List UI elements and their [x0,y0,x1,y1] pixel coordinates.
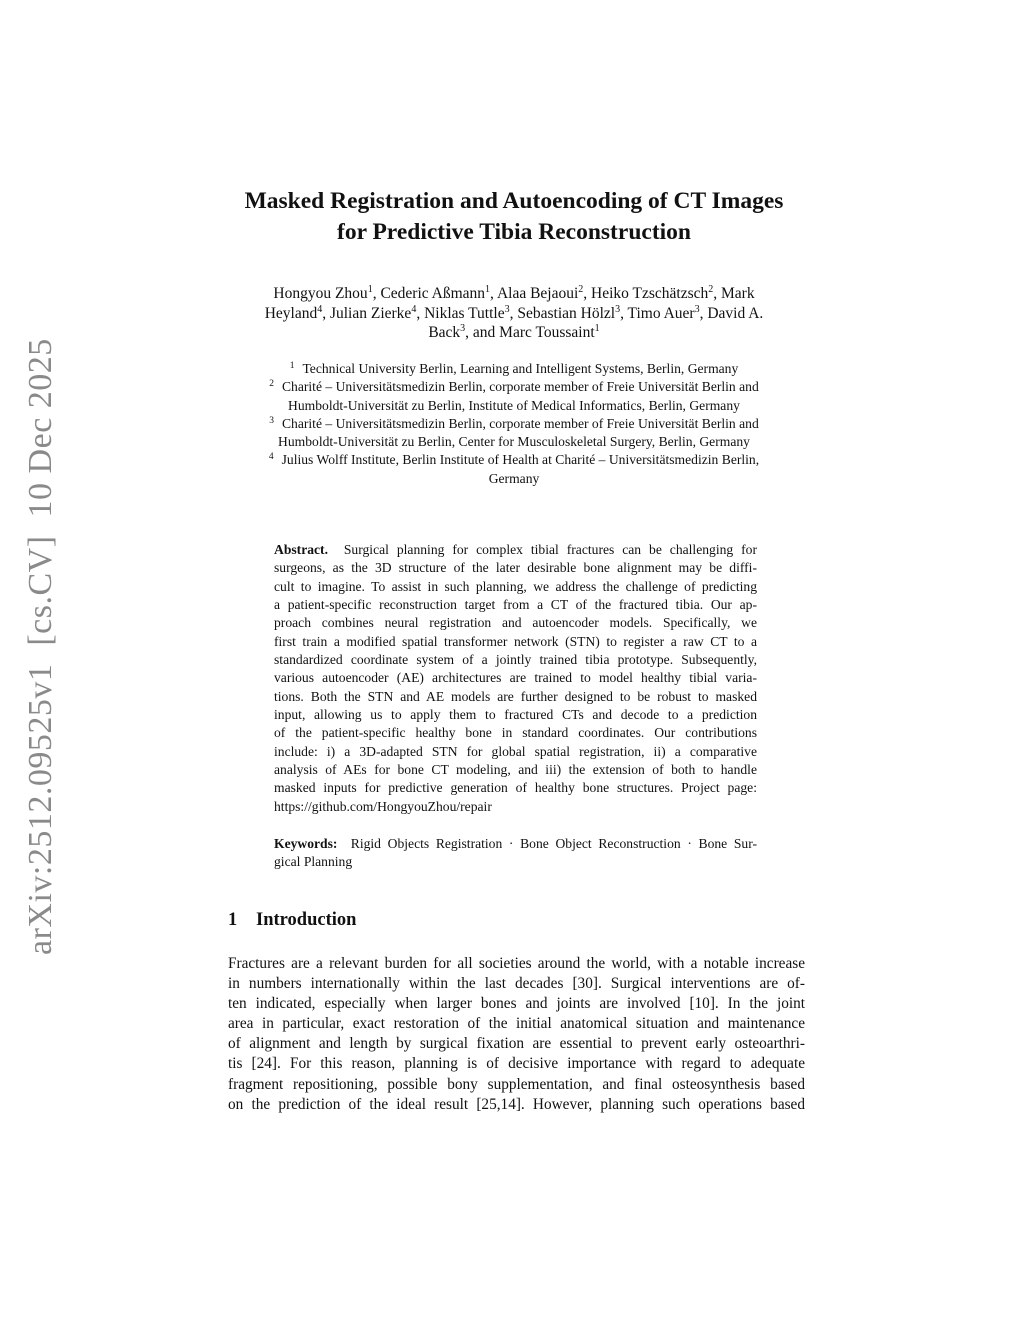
abstract-label: Abstract. [274,542,328,557]
author-affil: 1 [485,284,491,295]
arxiv-category: [cs.CV] [22,535,59,646]
author-name: Heyland [264,304,318,322]
affiliation-text: Julius Wolff Institute, Berlin Institute of Health at Charité – Universitätsmedizin Berlin, [281,452,760,468]
author-name: Back [428,324,461,341]
author-name: , Alaa Bejaoui [490,285,579,302]
author-name: , and Marc Toussaint [465,324,595,341]
title-line-1: Masked Registration and Autoencoding of CT Images [244,188,784,214]
keywords-line [274,835,757,853]
abstract [274,541,757,816]
author-line-3 [230,323,798,343]
arxiv-date: 10 Dec 2025 [22,338,59,518]
abstract-line: tions. Both the STN and AE models are further designed to be robust to masked [274,688,757,704]
affiliation-mark: 4 [268,452,274,463]
section-number: 1 [228,910,238,930]
abstract-line: various autoencoder (AE) architectures are trained to model healthy tibial varia- [274,670,757,686]
abstract-line: include: i) a 3D-adapted STN for global spatial registration, ii) a comparative [274,743,757,759]
author-affil: 1 [367,284,373,295]
abstract-line [274,541,757,559]
affiliation-2 [200,378,828,396]
author-affil: 3 [694,303,700,315]
author-name: , David A. [699,304,764,322]
arxiv-stamp [22,338,60,955]
author-affil: 3 [460,323,466,334]
section-heading [228,908,356,932]
author-affil: 2 [578,284,584,295]
author-line-2 [230,304,798,324]
affiliation-text: Technical University Berlin, Learning and Intelligent Systems, Berlin, Germany [302,361,739,376]
arxiv-id: arXiv:2512.09525v1 [22,663,59,955]
affiliation-2-cont: Humboldt-Universität zu Berlin, Institute of Medical Informatics, Berlin, Germany [288,397,740,413]
author-name: , Niklas Tuttle [416,304,505,322]
author-affil: 4 [411,303,417,315]
intro-line: of alignment and length by surgical fixation are essential to prevent early osteoarthri- [228,1035,805,1053]
author-affil: 1 [594,323,600,334]
abstract-line: surgeons, as the 3D structure of the later desirable bone alignment may be diffi- [274,560,757,576]
intro-line: fragment repositioning, possible bony supplementation, and final osteosynthesis based [228,1075,805,1093]
author-name: , Heiko Tzschätzsch [583,285,709,302]
intro-paragraph [228,954,805,1115]
abstract-line: a patient-specific reconstruction target from a CT of the fractured tibia. Our ap- [274,597,757,613]
keywords-line: gical Planning [274,854,353,870]
affiliation-mark: 2 [269,379,274,390]
affiliation-3-cont: Humboldt-Universität zu Berlin, Center for Musculoskeletal Surgery, Berlin, Germany [278,434,750,450]
affiliation-mark: 3 [269,415,274,426]
author-name: , Cederic Aßmann [372,285,486,302]
affiliation-mark: 1 [289,361,295,371]
affiliation-text: Charité – Universitätsmedizin Berlin, corporate member of Freie Universität Berlin and [281,379,759,395]
affiliation-1 [200,360,828,378]
affiliation-list [200,360,828,488]
author-name: Hongyou Zhou [273,285,368,302]
intro-line: ten indicated, especially when larger bones and joints are involved [10]. In the joint [228,995,805,1013]
author-affil: 3 [504,303,510,315]
abstract-line: masked inputs for predictive generation of healthy bone structures. Project page: [274,780,757,796]
paper-title [200,186,828,248]
abstract-line: of the patient-specific healthy bone in standard coordinates. Our contributions [274,725,757,741]
section-title: Introduction [256,910,357,930]
keywords-label: Keywords: [274,836,338,851]
affiliation-4 [200,451,828,469]
affiliation-text: Charité – Universitätsmedizin Berlin, corporate member of Freie Universität Berlin and [281,415,759,431]
author-name: , Sebastian Hölzl [509,304,616,322]
abstract-line: proach combines neural registration and autoencoder models. Specifically, we [274,615,757,631]
affiliation-3 [200,415,828,433]
abstract-line: input, allowing us to apply them to fractured CTs and decode to a prediction [274,707,757,723]
intro-line: area in particular, exact restoration of the initial anatomical situation and maintenance [228,1015,805,1033]
title-line-2: for Predictive Tibia Reconstruction [337,219,691,245]
author-name: , Timo Auer [620,304,695,322]
abstract-text: Surgical planning for complex tibial fractures can be challenging for [343,542,757,557]
project-page-link[interactable]: https://github.com/HongyouZhou/repair [274,798,492,814]
author-list [230,284,798,343]
author-affil: 2 [708,284,714,295]
keywords [274,835,757,872]
abstract-line: standardized coordinate system of a jointly trained tibia prototype. Subsequently, [274,652,757,668]
author-name: , Julian Zierke [322,304,412,322]
author-name: , Mark [713,285,755,302]
intro-line: in numbers internationally within the last decades [30]. Surgical interventions are of- [228,975,805,993]
intro-line: Fractures are a relevant burden for all societies around the world, with a notable increase [228,955,805,972]
author-line-1 [230,284,798,304]
affiliation-4-cont: Germany [488,470,540,486]
author-affil: 3 [615,303,621,315]
intro-line: on the prediction of the ideal result [25,14]. However, planning such operations based [228,1095,805,1113]
abstract-line: first train a modified spatial transformer network (STN) to register a raw CT to a [274,633,757,649]
keywords-text: Rigid Objects Registration · Bone Object Reconstruction · Bone Sur- [350,836,758,851]
author-affil: 4 [317,303,323,315]
abstract-line: cult to imagine. To assist in such planning, we address the challenge of predicting [274,578,757,594]
abstract-line: analysis of AEs for bone CT modeling, and iii) the extension of both to handle [274,762,757,778]
intro-line: tis [24]. For this reason, planning is of decisive importance with regard to adequate [228,1055,805,1073]
